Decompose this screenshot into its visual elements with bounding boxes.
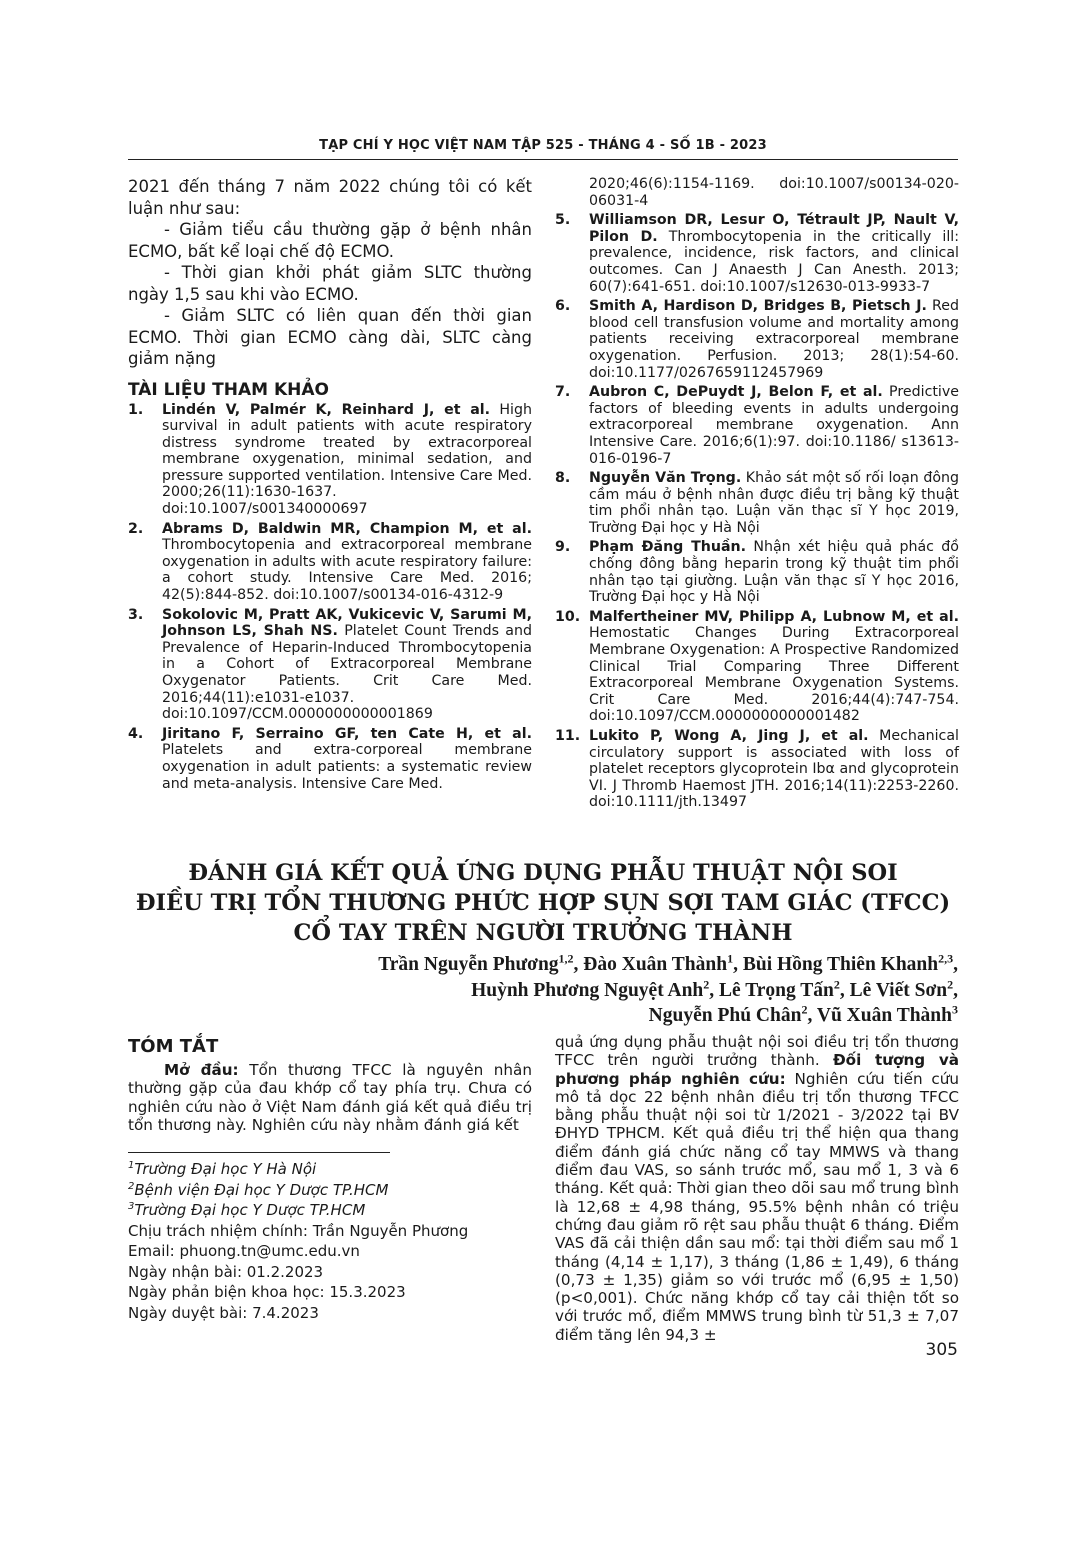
author-separator: , [839,979,850,1001]
author-separator: , [733,954,743,975]
email: Email: phuong.tn@umc.edu.vn [128,1242,360,1260]
reference-authors: Jiritano F, Serraino GF, ten Cate H, et al. [162,725,532,742]
author-affiliation-mark: 2 [801,1002,808,1017]
author-line [128,1003,958,1029]
right-column [555,176,959,814]
reference-number: 10. [555,608,581,625]
affiliation-note [128,1159,532,1180]
author-affiliation-mark: 2 [947,977,954,991]
reference-item [128,402,532,518]
author-name: Vũ Xuân Thành [816,1005,952,1026]
author-line [128,978,958,1004]
received-date: Ngày nhận bài: 01.2.2023 [128,1262,324,1281]
reference-number: 4. [128,725,144,742]
author-list [128,952,958,1029]
reference-authors: Sokolovic M, Pratt AK, Vukicevic V, Sarumi M, Johnson LS, Shah NS. [162,606,532,640]
affiliation-text: Trường Đại học Y Dược TP.HCM [134,1201,366,1219]
conclusion-point: - Giảm SLTC có liên quan đến thời gian ECMO. Thời gian ECMO càng dài, SLTC càng giảm nặng [128,306,532,368]
reference-number: 5. [555,212,571,229]
page-number: 305 [925,1340,958,1360]
reference-number: 8. [555,470,571,487]
header-rule [128,159,958,160]
conclusion [128,176,532,370]
article-title-line: ĐÁNH GIÁ KẾT QUẢ ỨNG DỤNG PHẪU THUẬT NỘI SOI [188,860,898,886]
reference-item [555,470,959,536]
author-separator: , [953,979,958,1001]
author-name: Bùi Hồng Thiên Khanh [742,954,939,975]
reference-item [128,607,532,723]
reference-number: 9. [555,539,571,556]
review-date: Ngày phản biện khoa học: 15.3.2023 [128,1283,406,1301]
reference-item [555,539,959,605]
reference-item [128,521,532,604]
author-affiliation-mark: 2 [703,977,710,991]
abstract-intro-text: Tổn thương TFCC là nguyên nhân thường gặp của đau khớp cổ tay phía trụ. Chưa có nghiên cứu nào ở Việt Nam đánh giá kết quả điều trị tổn thương này. Nghiên cứu này nhằm đánh giá kết [128,1061,532,1134]
article-title-line: CỔ TAY TRÊN NGƯỜI TRƯỞNG THÀNH [293,920,793,946]
affiliation-note [128,1180,532,1201]
author-affiliation-mark: 1 [727,951,734,966]
corresponding-author: Chịu trách nhiệm chính: Trần Nguyễn Phương [128,1221,469,1240]
reference-text: Mechanical circulatory support is associated with loss of platelet receptors glycoprotein Ibα and glycoprotein VI. J Thromb Haemost JTH. 2016;14(11):2253-2260. doi:10.1111/jth.13497 [589,728,959,811]
reference-authors: Nguyễn Văn Trọng. [589,470,742,487]
reference-item [555,384,959,467]
author-name: Nguyễn Phú Chân [648,1005,802,1026]
article-title [128,858,958,948]
abstract-methods-text: Nghiên cứu tiến cứu mô tả dọc 22 bệnh nhân điều trị tổn thương TFCC bằng phẫu thuật nội soi từ 1/2021 - 3/2022 tại BV ĐHYD TPHCM. Kết quả điều trị thể hiện qua thang điểm đánh giá chức năng cổ tay MMWS và thang điểm đau VAS, so sánh trước mổ, sau mổ 1, 3 và 6 tháng. Kết quả: Thời gian theo dõi sau mổ trung bình là 12,68 ± 4,98 tháng, 95.5% bệnh nhân có triệu chứng đau giảm rõ rệt sau phẫu thuật 6 tháng. Điểm VAS đã cải thiện dần sau mổ: tại thời điểm sau mổ 1 tháng (4,14 ± 1,17), 3 tháng (1,86 ± 1,49), 6 tháng (0,73 ± 1,35) giảm so với trước mổ (6,95 ± 1,50) (p<0,001). Chức năng khớp cổ tay cải thiện tốt so với trước mổ, điểm MMWS trung bình từ 51,3 ± 7,07 điểm tăng lên 94,3 ± [555,1069,960,1344]
reference-number: 7. [555,384,571,401]
reference-number: 2. [128,520,144,537]
footnotes [128,1159,532,1323]
accepted-date: Ngày duyệt bài: 7.4.2023 [128,1303,319,1322]
author-separator: , [807,1005,817,1026]
author-name: Huỳnh Phương Nguyệt Anh [471,979,704,1001]
reference-number: 11. [555,728,581,744]
reference-authors: Phạm Đăng Thuần. [589,539,747,556]
reference-item [555,609,959,725]
journal-header: TẠP CHÍ Y HỌC VIỆT NAM TẬP 525 - THÁNG 4 - SỐ 1B - 2023 [319,138,767,153]
reference-number: 1. [128,401,144,418]
references-heading: TÀI LIỆU THAM KHẢO [128,379,329,400]
author-affiliation-mark: 2 [833,977,840,991]
reference-authors: Abrams D, Baldwin MR, Champion M, et al. [162,520,532,537]
reference-text: Platelet Count Trends and Prevalence of Heparin-Induced Thrombocytopenia in a Cohort of Extracorporeal Membrane Oxygenator Patients. Crit Care Med. 2016;44(11):e1031-e1037. doi:10.1097/CCM.0000000000001869 [162,623,532,723]
author-name: Đào Xuân Thành [583,954,728,975]
reference-authors: Malfertheiner MV, Philipp A, Lubnow M, et al. [589,608,959,625]
reference-number: 3. [128,606,144,623]
abstract-continued-text: quả ứng dụng phẫu thuật nội soi điều trị tổn thương TFCC trên người trưởng thành. [555,1033,959,1070]
left-column [128,176,532,795]
author-name: Lê Viết Sơn [849,979,948,1001]
reference-authors: Aubron C, DePuydt J, Belon F, et al. [589,384,883,401]
reference-text: Hemostatic Changes During Extracorporeal Membrane Oxygenation: A Prospective Randomized Clinical Trial Comparing Three Different Extracorporeal Membrane Oxygenation Systems. Crit Care Med. 2016;44(4):747-754. doi:10.1097/CCM.0000000000001482 [589,625,959,725]
affiliation-mark: 3 [128,1201,135,1212]
reference-text: Predictive factors of bleeding events in adults undergoing extracorporeal membrane oxygenation. Ann Intensive Care. 2016;6(1):97. doi:10.1186/ s13613-016-0196-7 [589,384,959,467]
reference-item-continued [555,176,959,209]
author-separator: , [573,954,584,975]
reference-text: Platelets and extra-corporeal membrane oxygenation in adult patients: a systematic review and meta-analysis. Intensive Care Med. [162,742,532,792]
reference-text: High survival in adult patients with acute respiratory distress syndrome treated by extracorporeal membrane oxygenation, minimal sedation, and pressure supported ventilation. Intensive Care Med. 2000;26(11):1630-1637. doi:10.1007/s001340000697 [162,401,532,518]
reference-item [555,298,959,381]
author-affiliation-mark: 1,2 [558,951,574,966]
affiliation-text: Bệnh viện Đại học Y Dược TP.HCM [134,1180,389,1199]
affiliation-mark: 2 [128,1180,135,1192]
abstract-intro [128,1061,532,1134]
conclusion-point: - Giảm tiểu cầu thường gặp ở bệnh nhân ECMO, bất kể loại chế độ ECMO. [128,220,532,261]
abstract-heading: TÓM TẮT [128,1036,219,1057]
reference-authors: Lindén V, Palmér K, Reinhard J, et al. [162,401,491,418]
footnote-rule [128,1152,390,1153]
author-separator: , [953,954,958,975]
reference-authors: Williamson DR, Lesur O, Tétrault JP, Nault V, Pilon D. [589,212,959,245]
author-name: Trần Nguyễn Phương [378,954,559,975]
abstract-left [128,1036,532,1134]
affiliation-mark: 1 [128,1160,135,1171]
reference-item [555,212,959,295]
reference-item [128,726,532,792]
reference-text: Red blood cell transfusion volume and mortality among patients receiving extracorporeal membrane oxygenation. Perfusion. 2013; 28(1):54-60. doi:10.1177/0267659112457969 [589,298,960,381]
author-affiliation-mark: 2,3 [938,951,954,966]
abstract-methods-label: Đối tượng và phương pháp nghiên cứu: [555,1051,960,1088]
conclusion-lead: 2021 đến tháng 7 năm 2022 chúng tôi có kết luận như sau: [128,177,532,218]
article-title-line: ĐIỀU TRỊ TỔN THƯƠNG PHỨC HỢP SỤN SỢI TAM GIÁC (TFCC) [135,890,951,916]
author-name: Lê Trọng Tấn [719,979,834,1001]
affiliation-text: Trường Đại học Y Hà Nội [134,1160,317,1178]
abstract-right [555,1033,959,1344]
author-affiliation-mark: 3 [952,1002,958,1017]
affiliation-note [128,1200,532,1221]
author-separator: , [709,979,720,1001]
reference-item [555,728,959,811]
abstract-intro-label: Mở đầu: [164,1061,239,1079]
reference-authors: Smith A, Hardison D, Bridges B, Pietsch J. [589,298,927,315]
conclusion-point: - Thời gian khởi phát giảm SLTC thường ngày 1,5 sau khi vào ECMO. [128,263,532,304]
reference-text: Thrombocytopenia in the critically ill: prevalence, incidence, risk factors, and clinical outcomes. Can J Anaesth J Can Anesth. 2013; 60(7):641-651. doi:10.1007/s12630-013-9933-7 [589,228,959,295]
author-line [128,952,958,978]
reference-text: 2020;46(6):1154-1169. doi:10.1007/s00134-020-06031-4 [589,176,959,209]
reference-text: Khảo sát một số rối loạn đông cầm máu ở bệnh nhân được điều trị bằng kỹ thuật tim phổi nhân tạo. Luận văn thạc sĩ Y học 2019, Trường Đại học y Hà Nội [589,470,960,536]
reference-authors: Lukito P, Wong A, Jing J, et al. [589,728,869,744]
reference-number: 6. [555,298,571,315]
reference-text: Nhận xét hiệu quả phác đồ chống đông bằng heparin trong kỹ thuật tim phổi nhân tạo tại giường. Luận văn thạc sĩ Y học 2016, Trường Đại học y Hà Nội [589,539,959,606]
reference-text: Thrombocytopenia and extracorporeal membrane oxygenation in adults with acute respiratory failure: a cohort study. Intensive Care Med. 2016; 42(5):844-852. doi:10.1007/s00134-016-4312-9 [162,537,532,604]
